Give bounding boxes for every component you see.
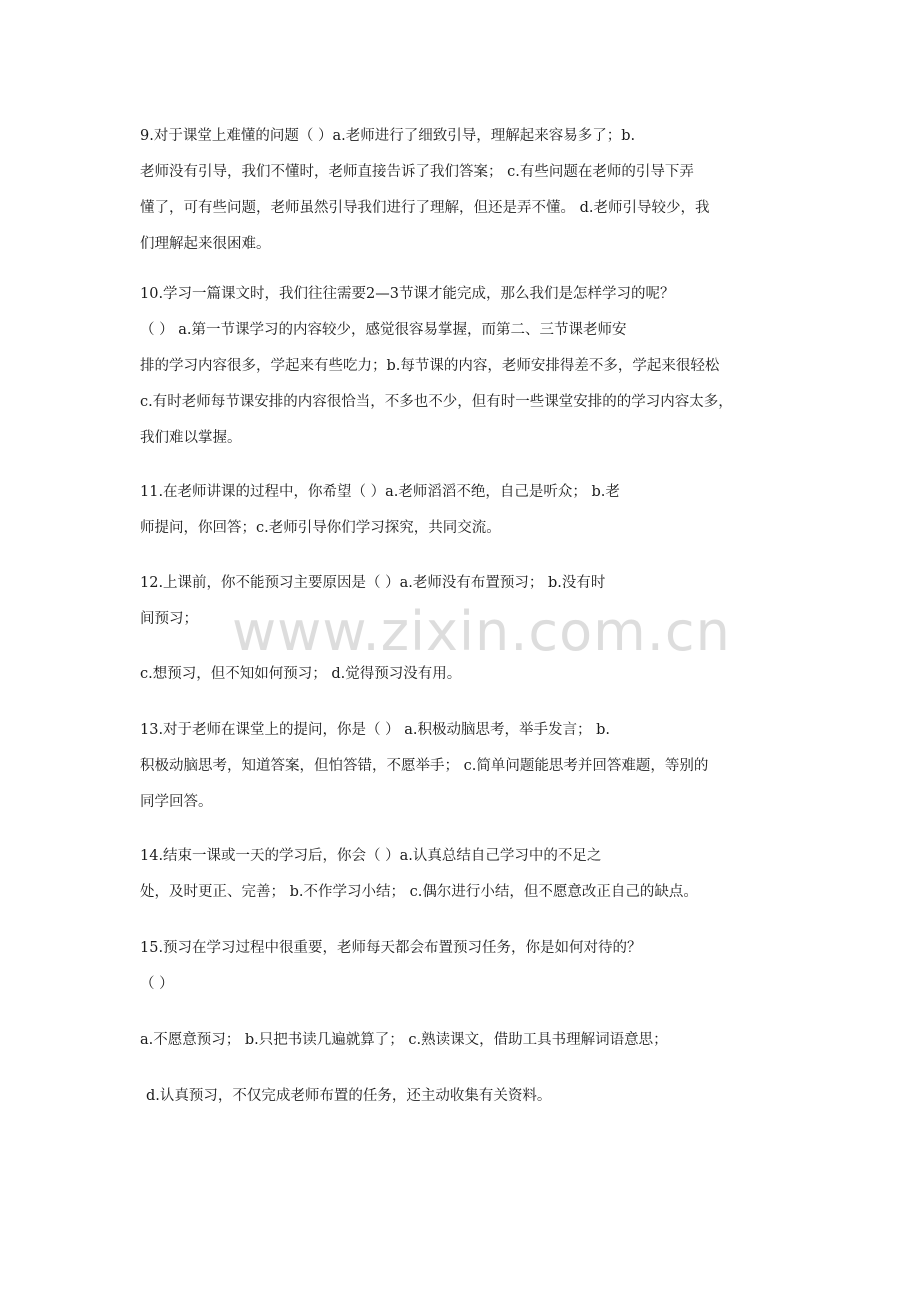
- question-13-line-3: 同学回答。: [140, 794, 213, 810]
- question-14-line-1: 14.结束一课或一天的学习后，你会（ ）a.认真总结自己学习中的不足之: [140, 848, 602, 864]
- question-10-line-3: 排的学习内容很多，学起来有些吃力；b.每节课的内容，老师安排得差不多，学起来很轻松: [140, 358, 720, 374]
- question-9-line-1: 9.对于课堂上难懂的问题（ ）a.老师进行了细致引导，理解起来容易多了；b.: [140, 128, 636, 144]
- question-12: [140, 565, 785, 637]
- question-15-options-b: [140, 1078, 785, 1114]
- question-12-options: [140, 656, 785, 692]
- question-11-line-2: 师提问，你回答；c.老师引导你们学习探究，共同交流。: [140, 520, 501, 536]
- question-10: [140, 276, 785, 456]
- question-11: [140, 474, 785, 546]
- question-15: [140, 930, 785, 1002]
- question-12-line-3: c.想预习，但不知如何预习； d.觉得预习没有用。: [140, 666, 462, 682]
- question-15-line-3: a.不愿意预习； b.只把书读几遍就算了； c.熟读课文，借助工具书理解词语意思；: [140, 1032, 668, 1048]
- question-9-line-2: 老师没有引导，我们不懂时，老师直接告诉了我们答案； c.有些问题在老师的引导下弄: [140, 164, 694, 180]
- question-14-line-2: 处，及时更正、完善； b.不作学习小结； c.偶尔进行小结，但不愿意改正自己的缺点。: [140, 884, 698, 900]
- question-10-line-2: （ ） a.第一节课学习的内容较少，感觉很容易掌握，而第二、三节课老师安: [140, 322, 627, 338]
- question-12-line-1: 12.上课前，你不能预习主要原因是（ ）a.老师没有布置预习； b.没有时: [140, 575, 606, 591]
- question-10-line-5: 我们难以掌握。: [140, 430, 242, 446]
- question-15-options-a: [140, 1022, 785, 1058]
- question-10-line-1: 10.学习一篇课文时，我们往往需要2—3节课才能完成，那么我们是怎样学习的呢？: [140, 286, 675, 302]
- question-9-line-3: 懂了，可有些问题，老师虽然引导我们进行了理解，但还是弄不懂。 d.老师引导较少，我: [140, 200, 710, 216]
- question-12-line-2: 间预习；: [140, 611, 198, 627]
- question-13-line-1: 13.对于老师在课堂上的提问，你是（ ） a.积极动脑思考，举手发言； b.: [140, 722, 611, 738]
- question-14: [140, 838, 785, 910]
- question-11-line-1: 11.在老师讲课的过程中，你希望（ ）a.老师滔滔不绝，自己是听众； b.老: [140, 484, 620, 500]
- question-13-line-2: 积极动脑思考，知道答案，但怕答错，不愿举手； c.简单问题能思考并回答难题，等别的: [140, 758, 709, 774]
- watermark-text: www.zixin.com.cn: [232, 600, 731, 663]
- question-15-line-1: 15.预习在学习过程中很重要，老师每天都会布置预习任务，你是如何对待的？: [140, 940, 642, 956]
- question-13: [140, 712, 785, 820]
- question-9-line-4: 们理解起来很困难。: [140, 236, 271, 252]
- question-9: [140, 118, 785, 262]
- question-15-line-2: （ ）: [140, 976, 174, 992]
- question-15-line-4: d.认真预习，不仅完成老师布置的任务，还主动收集有关资料。: [146, 1088, 552, 1104]
- question-10-line-4: c.有时老师每节课安排的内容很恰当，不多也不少，但有时一些课堂安排的的学习内容太多，: [140, 394, 733, 410]
